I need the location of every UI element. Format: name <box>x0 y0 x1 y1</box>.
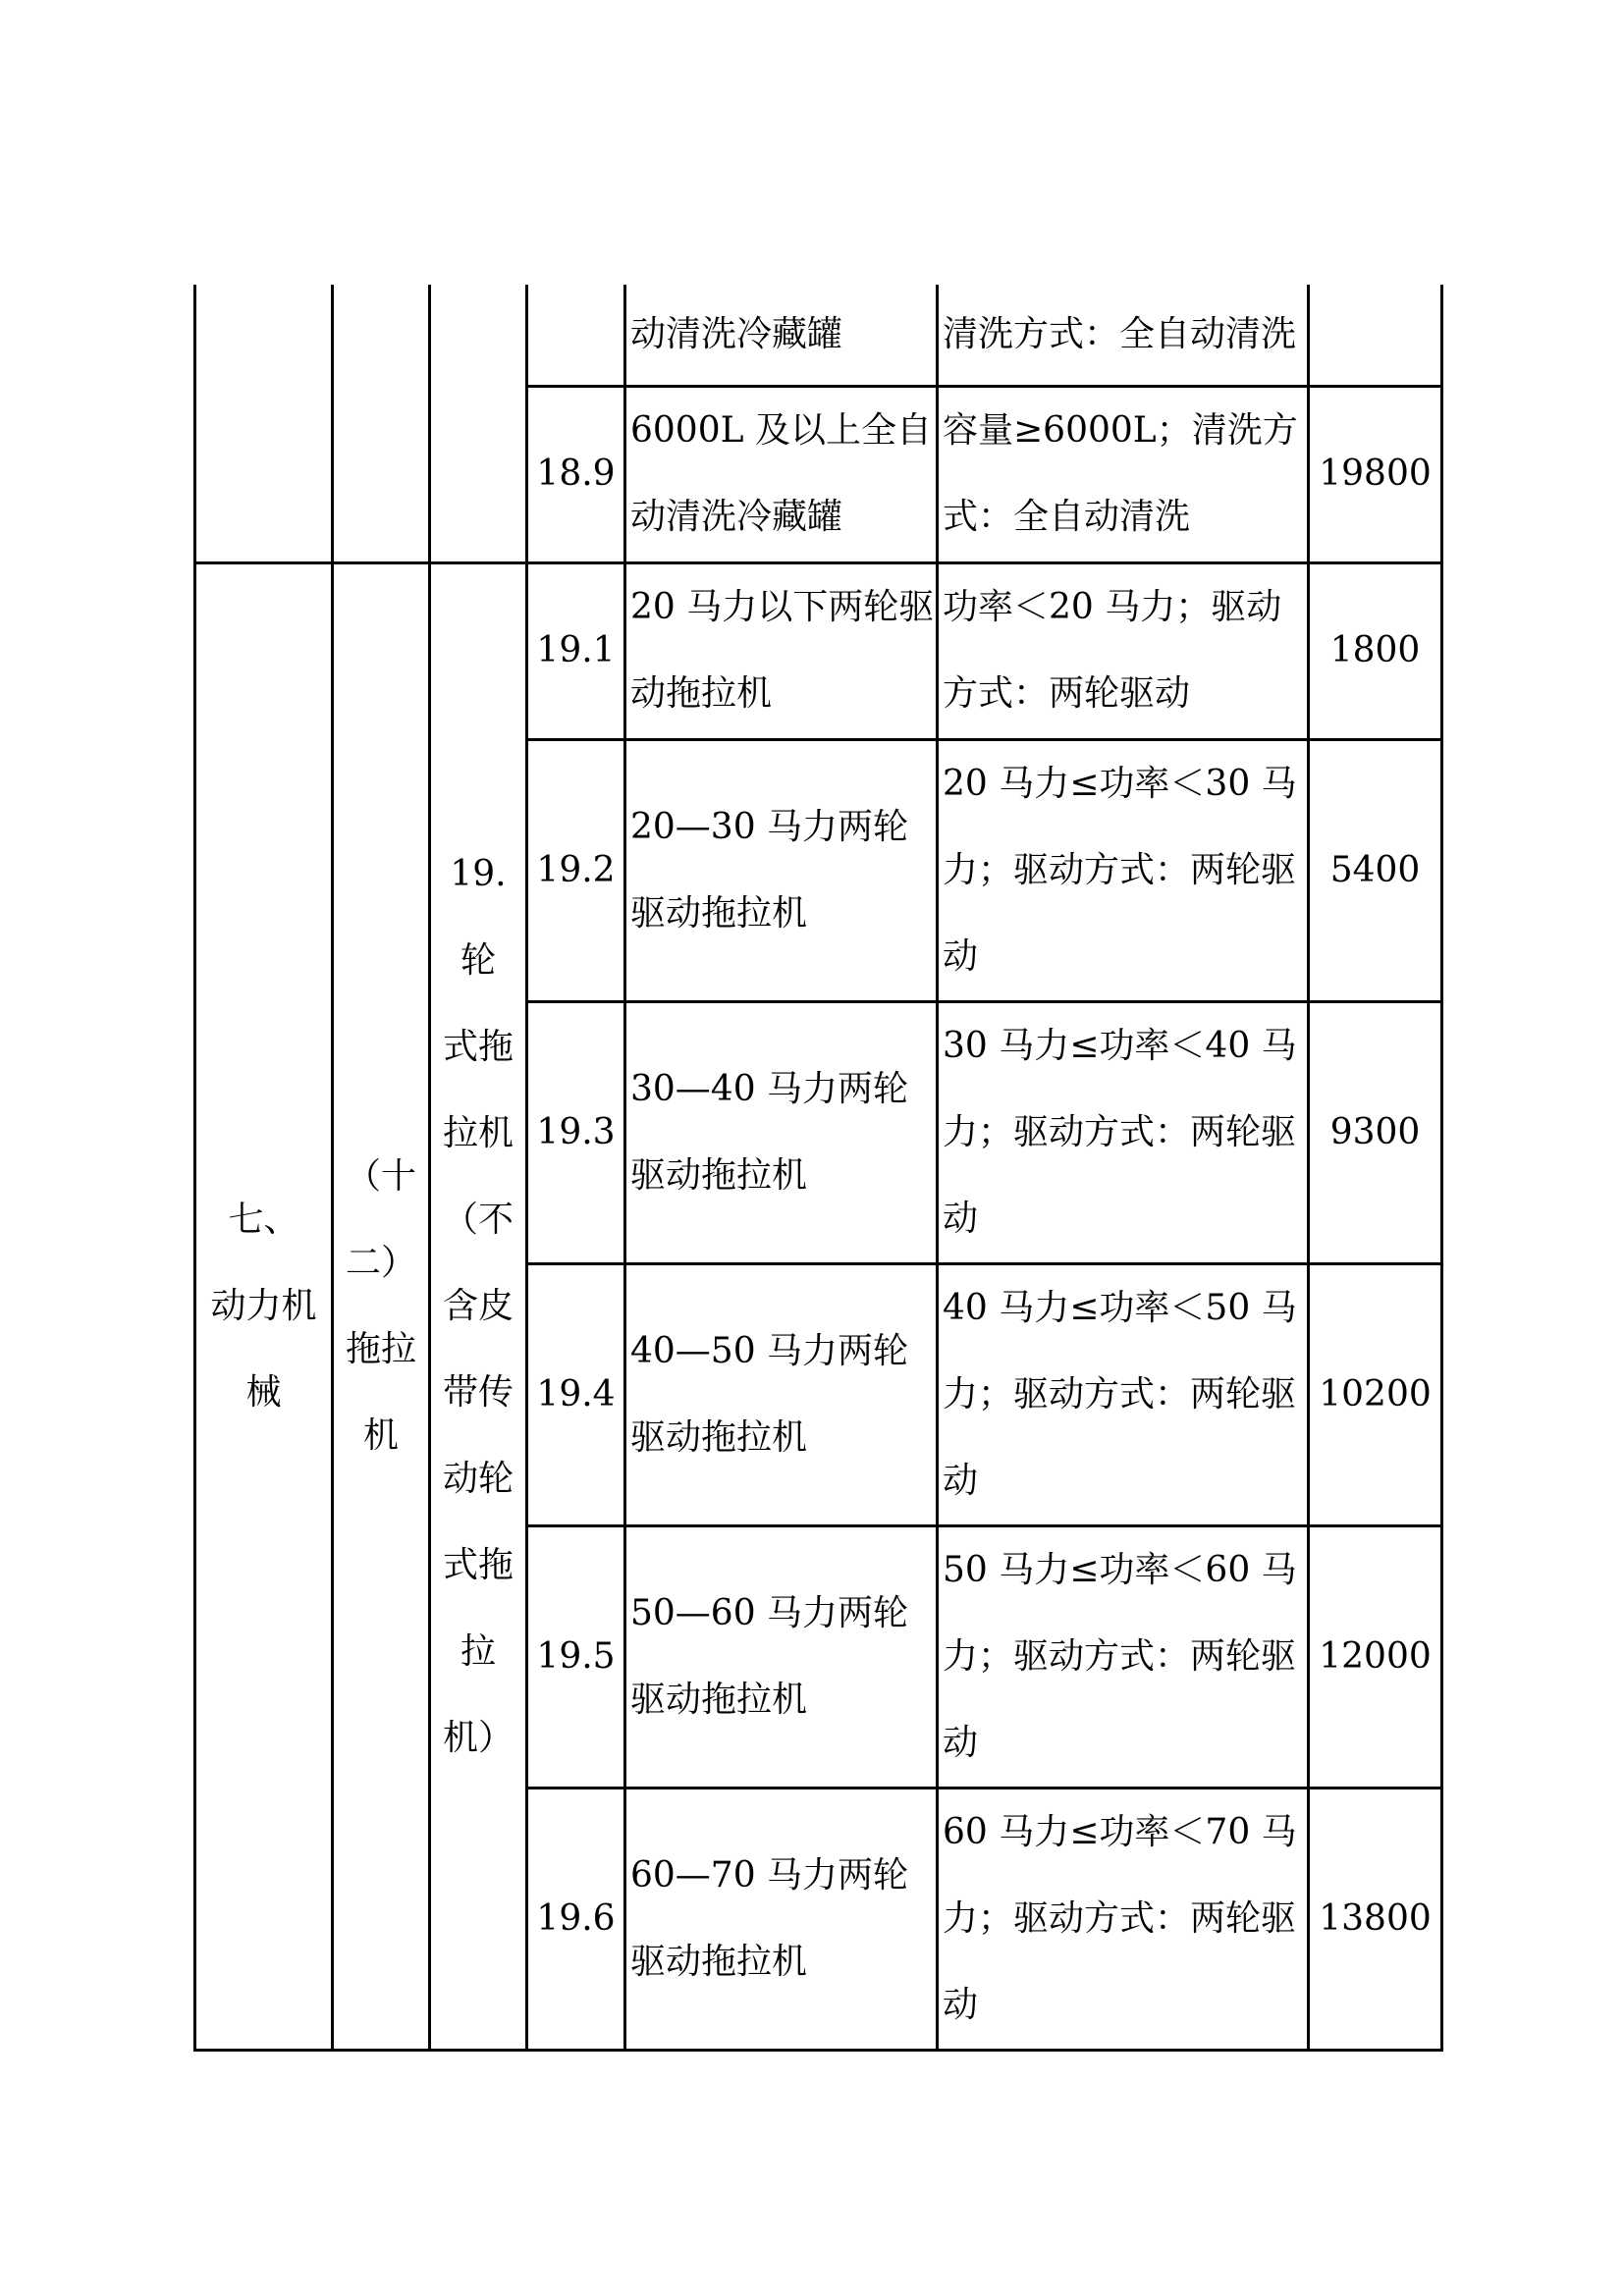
item-group-cell-prev <box>430 285 527 562</box>
category-line: 七、 <box>228 1199 299 1240</box>
item-price <box>1309 285 1442 386</box>
item-price: 1800 <box>1309 562 1442 739</box>
item-group-line: 动轮 <box>442 1458 514 1499</box>
item-spec: 30 马力≤功率＜40 马力；驱动方式：两轮驱动 <box>938 1001 1309 1263</box>
item-number: 19.2 <box>527 739 625 1001</box>
item-number <box>527 285 625 386</box>
subsidy-table <box>193 285 1443 2052</box>
item-name: 60—70 马力两轮驱动拖拉机 <box>625 1788 938 2050</box>
item-number: 18.9 <box>527 386 625 562</box>
item-name: 30—40 马力两轮驱动拖拉机 <box>625 1001 938 1263</box>
item-name: 20 马力以下两轮驱动拖拉机 <box>625 562 938 739</box>
item-name: 40—50 马力两轮驱动拖拉机 <box>625 1263 938 1525</box>
item-spec: 60 马力≤功率＜70 马力；驱动方式：两轮驱动 <box>938 1788 1309 2050</box>
table-row <box>195 285 1442 386</box>
subcategory-line: 二） <box>345 1242 416 1283</box>
item-group-line: 式拖 <box>442 1544 514 1585</box>
category-line: 动力机 <box>210 1285 317 1326</box>
item-number: 19.1 <box>527 562 625 739</box>
item-number: 19.5 <box>527 1525 625 1788</box>
item-price: 13800 <box>1309 1788 1442 2050</box>
item-name: 20—30 马力两轮驱动拖拉机 <box>625 739 938 1001</box>
item-group-line: 轮 <box>460 939 496 981</box>
item-spec: 功率＜20 马力；驱动方式：两轮驱动 <box>938 562 1309 739</box>
item-group-line: （不 <box>442 1199 514 1240</box>
item-name: 6000L 及以上全自动清洗冷藏罐 <box>625 386 938 562</box>
category-cell <box>195 562 333 2050</box>
item-price: 10200 <box>1309 1263 1442 1525</box>
item-group-line: 含皮 <box>442 1285 514 1326</box>
item-spec: 清洗方式：全自动清洗 <box>938 285 1309 386</box>
item-number: 19.6 <box>527 1788 625 2050</box>
subcategory-line: 拖拉 <box>345 1328 416 1369</box>
item-name: 50—60 马力两轮驱动拖拉机 <box>625 1525 938 1788</box>
item-group-line: 拉 <box>460 1630 496 1672</box>
table-row <box>195 562 1442 739</box>
item-group-line: 19. <box>450 853 507 894</box>
item-group-line: 式拖 <box>442 1026 514 1067</box>
category-line: 械 <box>245 1371 282 1413</box>
item-price: 19800 <box>1309 386 1442 562</box>
item-price: 12000 <box>1309 1525 1442 1788</box>
subcategory-cell <box>333 562 430 2050</box>
item-group-cell <box>430 562 527 2050</box>
item-spec: 容量≥6000L；清洗方式：全自动清洗 <box>938 386 1309 562</box>
item-spec: 50 马力≤功率＜60 马力；驱动方式：两轮驱动 <box>938 1525 1309 1788</box>
item-number: 19.4 <box>527 1263 625 1525</box>
subcategory-line: （十 <box>345 1155 416 1197</box>
item-price: 5400 <box>1309 739 1442 1001</box>
item-name: 动清洗冷藏罐 <box>625 285 938 386</box>
item-group-line: 拉机 <box>442 1112 514 1153</box>
item-group-line: 机） <box>442 1717 514 1758</box>
item-number: 19.3 <box>527 1001 625 1263</box>
item-spec: 40 马力≤功率＜50 马力；驱动方式：两轮驱动 <box>938 1263 1309 1525</box>
subcategory-cell-prev <box>333 285 430 562</box>
item-group-line: 带传 <box>442 1371 514 1413</box>
item-price: 9300 <box>1309 1001 1442 1263</box>
item-spec: 20 马力≤功率＜30 马力；驱动方式：两轮驱动 <box>938 739 1309 1001</box>
subcategory-line: 机 <box>362 1415 399 1456</box>
category-cell-prev <box>195 285 333 562</box>
